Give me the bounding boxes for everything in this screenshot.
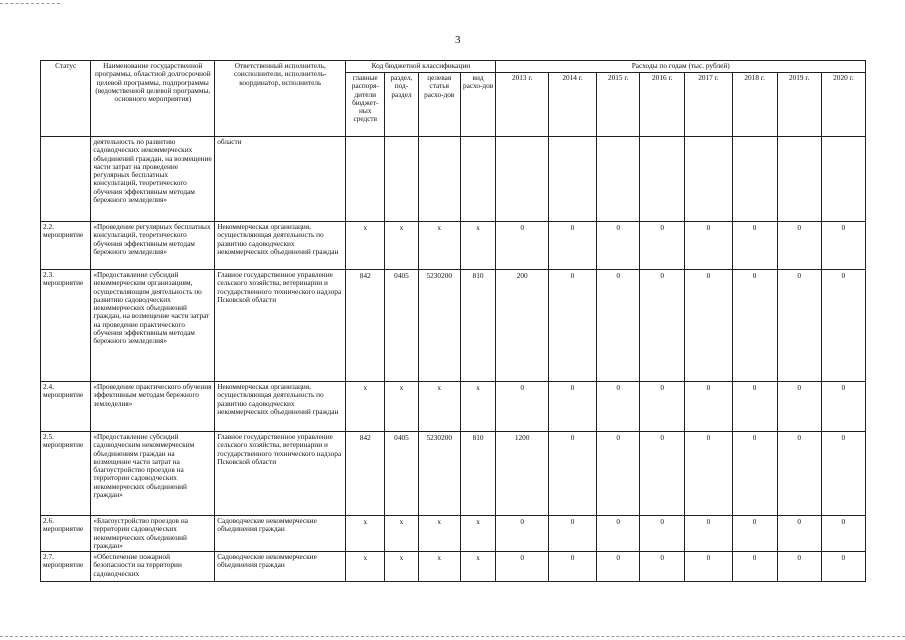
row-code: х <box>418 222 460 270</box>
continuation-executor: области <box>215 137 346 222</box>
header-code-admin: главные распоря-дители бюджет-ных средств <box>346 73 385 137</box>
row-value: 1200 <box>496 432 548 516</box>
header-year-2017: 2017 г. <box>685 73 732 137</box>
row-code: х <box>346 552 385 582</box>
budget-table <box>40 60 866 582</box>
row-value: 0 <box>548 382 596 432</box>
row-status: 2.7. мероприятие <box>41 552 91 582</box>
row-status: 2.5. мероприятие <box>41 432 91 516</box>
row-code: х <box>460 222 496 270</box>
row-value: 0 <box>821 270 865 382</box>
row-value: 0 <box>548 432 596 516</box>
row-value: 0 <box>732 516 777 552</box>
row-executor: Главное государственное управление сельского хозяйства, ветеринарии и государственного технического надзора Псковской области <box>215 270 346 382</box>
row-name: «Предоставление субсидий садоводческим некоммерческим объединениям граждан на возмещение части затрат на благоустройство проездов на территории садоводческих некоммерческих объединений граждан» <box>91 432 215 516</box>
row-name: «Обеспечение пожарной безопасности на территории садоводческих <box>91 552 215 582</box>
row-value: 0 <box>685 552 732 582</box>
row-value: 0 <box>777 382 821 432</box>
table-row <box>41 382 866 432</box>
row-value: 0 <box>548 222 596 270</box>
row-value: 0 <box>640 382 685 432</box>
row-name: «Проведение регулярных бесплатных консультаций, теоретического обучения эффективным методам бережного земледелия» <box>91 222 215 270</box>
row-value: 0 <box>685 382 732 432</box>
row-value: 0 <box>777 432 821 516</box>
header-year-2019: 2019 г. <box>777 73 821 137</box>
row-code: х <box>346 222 385 270</box>
row-value: 0 <box>821 516 865 552</box>
row-code: 810 <box>460 270 496 382</box>
header-name: Наименование государственной программы, областной долгосрочной целевой программы, подпрограммы (ведомственной целевой программы, основного мероприятия) <box>91 61 215 137</box>
header-year-2020: 2020 г. <box>821 73 865 137</box>
row-name: «Предоставление субсидий некоммерческим организациям, осуществляющим деятельность по развитию садоводческих некоммерческих объединений граждан, на возмещение части затрат на проведение практического обучения эффективным методам бережного земледелия» <box>91 270 215 382</box>
row-value: 0 <box>777 222 821 270</box>
row-value: 0 <box>685 432 732 516</box>
row-code: 0405 <box>385 432 419 516</box>
row-executor: Главное государственное управление сельского хозяйства, ветеринарии и государственного технического надзора Псковской области <box>215 432 346 516</box>
page-number: 3 <box>455 34 461 46</box>
header-year-2016: 2016 г. <box>640 73 685 137</box>
header-year-2018: 2018 г. <box>732 73 777 137</box>
row-value: 0 <box>548 552 596 582</box>
row-value: 0 <box>548 516 596 552</box>
row-code: х <box>346 382 385 432</box>
row-value: 0 <box>640 270 685 382</box>
row-code: х <box>460 382 496 432</box>
row-value: 0 <box>597 432 640 516</box>
row-name: «Благоустройство проездов на территории садоводческих некоммерческих объединений граждан» <box>91 516 215 552</box>
row-value: 200 <box>496 270 548 382</box>
row-value: 0 <box>685 270 732 382</box>
row-code: 5230200 <box>418 270 460 382</box>
row-code: х <box>460 552 496 582</box>
row-value: 0 <box>597 382 640 432</box>
row-value: 0 <box>732 432 777 516</box>
row-status: 2.2. мероприятие <box>41 222 91 270</box>
row-executor: Некоммерческая организация, осуществляющая деятельность по развитию садоводческих некоммерческих объединений граждан <box>215 222 346 270</box>
header-expenses: Расходы по годам (тыс. рублей) <box>496 61 866 73</box>
row-value: 0 <box>597 222 640 270</box>
row-value: 0 <box>732 222 777 270</box>
table-row <box>41 516 866 552</box>
header-code-type: вид расхо-дов <box>460 73 496 137</box>
row-value: 0 <box>732 270 777 382</box>
header-row-1 <box>41 61 866 73</box>
row-value: 0 <box>597 552 640 582</box>
row-value: 0 <box>548 270 596 382</box>
row-value: 0 <box>496 516 548 552</box>
row-code: х <box>418 516 460 552</box>
header-budget-codes: Код бюджетной классификации <box>346 61 496 73</box>
row-value: 0 <box>640 432 685 516</box>
row-value: 0 <box>821 382 865 432</box>
row-value: 0 <box>496 552 548 582</box>
row-value: 0 <box>732 552 777 582</box>
row-executor: Некоммерческая организация, осуществляющая деятельность по развитию садоводческих некоммерческих объединений граждан <box>215 382 346 432</box>
row-code: 842 <box>346 270 385 382</box>
header-year-2015: 2015 г. <box>597 73 640 137</box>
row-code: х <box>460 516 496 552</box>
scan-artifact <box>0 636 905 637</box>
row-value: 0 <box>732 382 777 432</box>
row-code: 810 <box>460 432 496 516</box>
header-executor: Ответственный исполнитель, соисполнители, исполнитель-координатор, исполнитель <box>215 61 346 137</box>
row-value: 0 <box>496 382 548 432</box>
header-code-section: раздел, под-раздел <box>385 73 419 137</box>
row-value: 0 <box>821 552 865 582</box>
row-value: 0 <box>685 516 732 552</box>
scan-artifact <box>0 3 60 4</box>
row-value: 0 <box>777 552 821 582</box>
row-code: х <box>418 382 460 432</box>
row-value: 0 <box>496 222 548 270</box>
row-value: 0 <box>597 270 640 382</box>
row-code: х <box>346 516 385 552</box>
row-code: 5230200 <box>418 432 460 516</box>
table-row <box>41 222 866 270</box>
row-code: х <box>385 222 419 270</box>
table-row <box>41 552 866 582</box>
row-value: 0 <box>640 516 685 552</box>
row-value: 0 <box>821 432 865 516</box>
row-status: 2.3. мероприятие <box>41 270 91 382</box>
header-code-target: целевая статья расхо-дов <box>418 73 460 137</box>
table-row <box>41 432 866 516</box>
row-status: 2.4. мероприятие <box>41 382 91 432</box>
table-row <box>41 270 866 382</box>
row-executor: Садоводческие некоммерческие объединения граждан <box>215 552 346 582</box>
row-code: 842 <box>346 432 385 516</box>
header-year-2014: 2014 г. <box>548 73 596 137</box>
row-value: 0 <box>640 222 685 270</box>
row-value: 0 <box>597 516 640 552</box>
header-year-2013: 2013 г. <box>496 73 548 137</box>
row-code: х <box>418 552 460 582</box>
row-code: 0405 <box>385 270 419 382</box>
row-value: 0 <box>777 516 821 552</box>
row-value: 0 <box>685 222 732 270</box>
row-value: 0 <box>777 270 821 382</box>
row-code: х <box>385 382 419 432</box>
row-name: «Проведение практического обучения эффективным методам бережного земледелия» <box>91 382 215 432</box>
row-code: х <box>385 516 419 552</box>
header-status: Статус <box>41 61 91 137</box>
row-code: х <box>385 552 419 582</box>
table-row-continuation <box>41 137 866 222</box>
row-executor: Садоводческие некоммерческие объединения граждан <box>215 516 346 552</box>
row-value: 0 <box>821 222 865 270</box>
row-value: 0 <box>640 552 685 582</box>
continuation-name: деятельность по развитию садоводческих некоммерческих объединений граждан, на возмещение части затрат на проведение регулярных бесплатных консультаций, теоретического обучения эффективным методам бережного земледелия» <box>91 137 215 222</box>
row-status: 2.6. мероприятие <box>41 516 91 552</box>
